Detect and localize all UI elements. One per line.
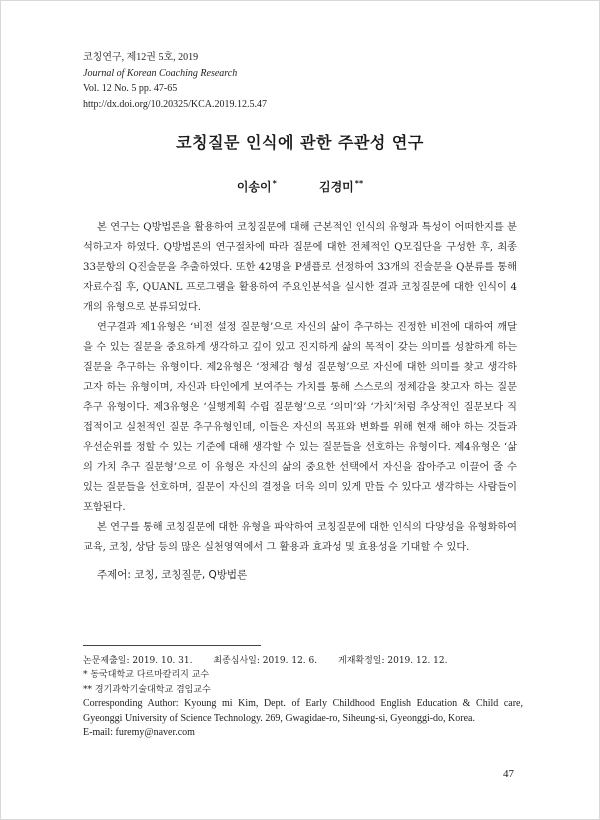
paper-title: 코칭질문 인식에 관한 주관성 연구 xyxy=(176,133,424,152)
accepted-date: 게재확정일: 2019. 12. 12. xyxy=(338,656,448,666)
abstract-paragraph-3: 본 연구를 통해 코칭질문에 대한 유형을 파악하여 코칭질문에 대한 인식의 다양성을 유형화하여 교육, 코칭, 상담 등의 많은 실천영역에서 그 활용과 효과성 및 효용성을 기대할 수 있다. xyxy=(83,522,517,553)
keywords: 주제어: 코칭, 코칭질문, Q방법론 xyxy=(97,569,248,581)
journal-english: Journal of Korean Coaching Research xyxy=(83,67,238,79)
footnote-divider xyxy=(83,645,261,646)
affiliation-2: ** 경기과학기술대학교 겸임교수 xyxy=(83,684,211,695)
journal-korean: 코칭연구, 제12권 5호, 2019 xyxy=(83,52,199,63)
doi-link[interactable]: http://dx.doi.org/10.20325/KCA.2019.12.5.47 xyxy=(83,98,267,110)
author-1 xyxy=(237,178,277,195)
abstract-paragraph-1: 본 연구는 Q방법론을 활용하여 코칭질문에 대해 근본적인 인식의 유형과 특성이 어떠한지를 분석하고자 하였다. Q방법론의 연구절차에 따라 질문에 대한 전체적인 Q모집단을 구성한 후, 최종 33문항의 Q진술문을 추출하였다. 또한 42명을 P샘플로 선정하여 33개의 진술문을 Q분류를 통해 자료수집 후, QUANL 프로그램을 활용하여 주요인분석을 실시한 결과 코칭질문에 대한 인식이 4개의 유형으로 분류되었다. xyxy=(83,222,517,313)
author-2 xyxy=(319,178,363,195)
abstract-paragraph-2: 연구결과 제1유형은 ‘비전 설정 질문형’으로 자신의 삶이 추구하는 진정한 비전에 대하여 깨달을 수 있는 질문을 중요하게 생각하고 깊이 있고 진지하게 삶의 목적이 갖는 의미를 성찰하게 하는 질문을 추구하는 유형이다. 제2유형은 ‘정체감 형성 질문형’으로 자신에 대한 의미를 찾고 생각하고자 하는 유형이며, 자신과 타인에게 보여주는 가치를 통해 스스로의 정체감을 찾고자 하는 질문 추구 유형이다. 제3유형은 ‘실행계획 수립 질문형’으로 ‘의미’와 ‘가치’처럼 추상적인 질문보다 직접적이고 실천적인 질문 추구유형인데, 이들은 자신의 목표와 변화를 위해 현재 해야 하는 것들과 우선순위를 정할 수 있는 기준에 대해 생각할 수 있는 질문들을 선호하는 유형이다. 제4유형은 ‘삶의 가치 추구 질문형’으로 이 유형은 자신의 삶의 중요한 선택에서 자신을 잡아주고 이끌어 줄 수 있는 질문들을 선호하며, 질문이 자신의 결정을 더욱 의미 있게 만들 수 있다고 생각하는 사람들이 포함된다. xyxy=(83,322,517,513)
page-number: 47 xyxy=(503,768,514,780)
corresponding-author: Corresponding Author: Kyoung mi Kim, Dept. of Early Childhood English Education & Child care, Gyeonggi University of Science Technology. 269, Gwagidae-ro, Siheung-si, Gyeonggi-do, Korea. xyxy=(83,698,523,724)
author-1-name: 이송이 xyxy=(236,180,272,194)
journal-header xyxy=(83,50,267,112)
submitted-date: 논문제출일: 2019. 10. 31. xyxy=(83,656,193,666)
author-email[interactable]: E-mail: furemy@naver.com xyxy=(83,727,195,739)
volume-info: Vol. 12 No. 5 pp. 47-65 xyxy=(83,83,178,94)
author-list xyxy=(0,178,600,195)
footnotes xyxy=(83,654,523,741)
reviewed-date: 최종심사일: 2019. 12. 6. xyxy=(213,656,318,666)
submission-dates xyxy=(83,654,523,668)
author-1-mark: * xyxy=(272,179,277,188)
author-2-name: 김경미 xyxy=(319,180,354,194)
affiliation-1: * 동국대학교 다르마칼리지 교수 xyxy=(83,670,210,681)
author-2-mark: ** xyxy=(354,179,364,188)
abstract xyxy=(83,218,517,558)
